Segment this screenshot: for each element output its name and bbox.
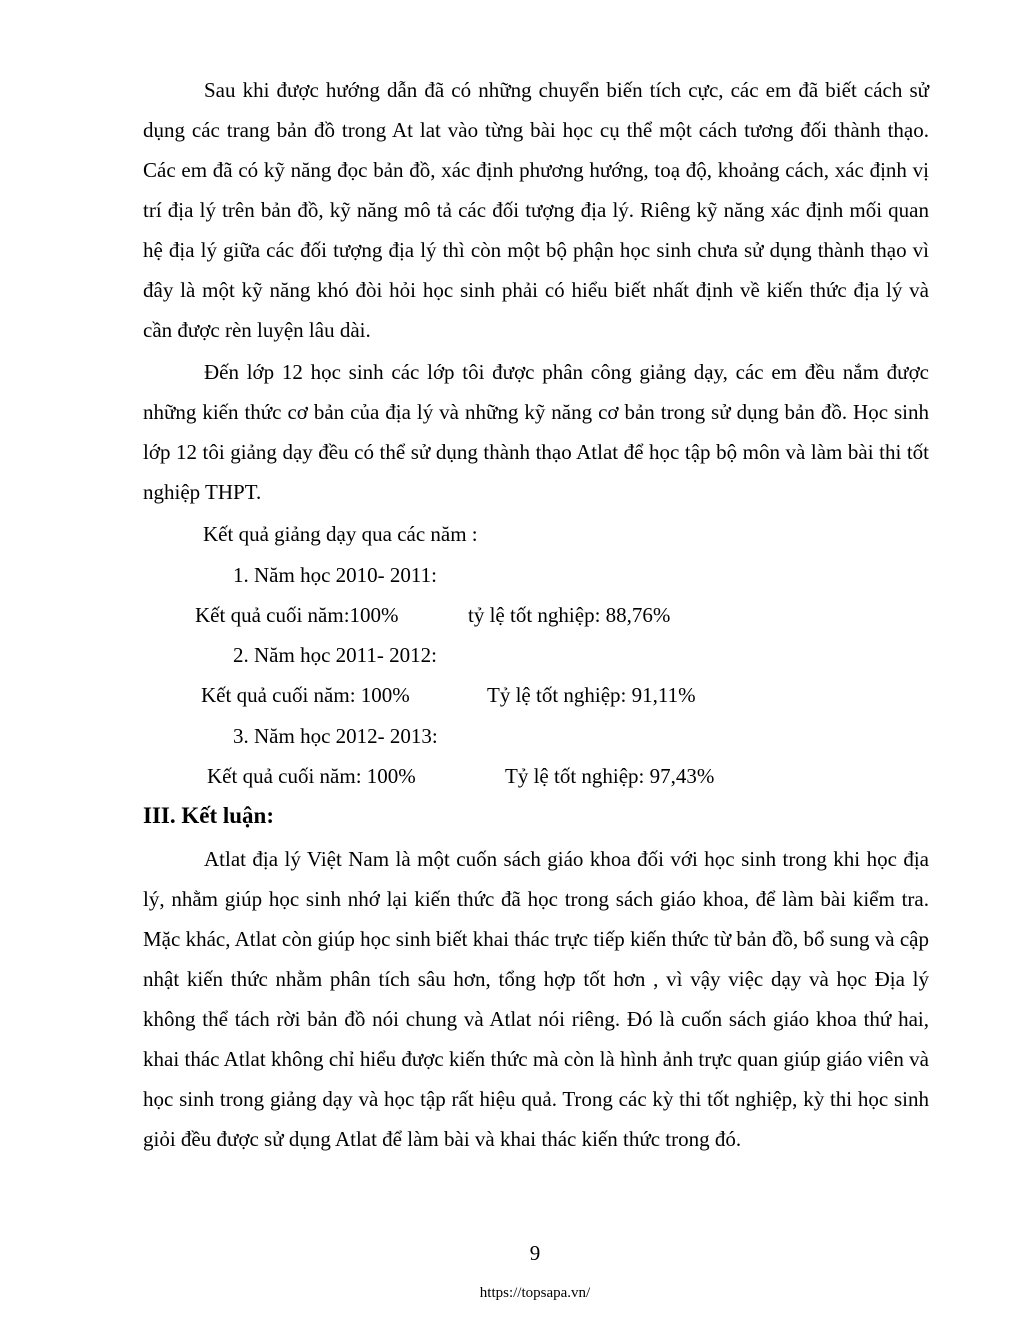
- footer-url: https://topsapa.vn/: [479, 1285, 591, 1301]
- year-1-final-result: Kết quả cuối năm:100%: [195, 603, 399, 627]
- paragraph-atlat-skills: [143, 70, 929, 350]
- paragraph-grade-12: [143, 352, 929, 512]
- page-number: 9: [529, 1241, 541, 1265]
- paragraph-text: Đến lớp 12 học sinh các lớp tôi được phân công giảng dạy, các em đều nắm được những kiến thức cơ bản của địa lý và những kỹ năng cơ bản trong sử dụng bản đồ. Học sinh lớp 12 tôi giảng dạy đều có thể sử dụng thành thạo Atlat để học tập bộ môn và làm bài thi tốt nghiệp THPT.: [143, 360, 929, 504]
- year-1-label: 1. Năm học 2010- 2011:: [233, 563, 437, 587]
- year-3-graduation-rate: Tỷ lệ tốt nghiệp: 97,43%: [505, 764, 715, 788]
- results-intro: Kết quả giảng dạy qua các năm :: [203, 522, 478, 546]
- year-2-final-result: Kết quả cuối năm: 100%: [201, 683, 410, 707]
- year-1-graduation-rate: tỷ lệ tốt nghiệp: 88,76%: [468, 603, 671, 627]
- paragraph-text: Sau khi được hướng dẫn đã có những chuyển biến tích cực, các em đã biết cách sử dụng các trang bản đồ trong At lat vào từng bài học cụ thể một cách tương đối thành thạo. Các em đã có kỹ năng đọc bản đồ, xác định phương hướng, toạ độ, khoảng cách, xác định vị trí địa lý trên bản đồ, kỹ năng mô tả các đối tượng địa lý. Riêng kỹ năng xác định mối quan hệ địa lý giữa các đối tượng địa lý thì còn một bộ phận học sinh chưa sử dụng thành thạo vì đây là một kỹ năng khó đòi hỏi học sinh phải có hiểu biết nhất định về kiến thức địa lý và cần được rèn luyện lâu dài.: [143, 78, 929, 342]
- section-heading-conclusion: III. Kết luận:: [143, 803, 274, 828]
- paragraph-text: Atlat địa lý Việt Nam là một cuốn sách giáo khoa đối với học sinh trong khi học địa lý, nhằm giúp học sinh nhớ lại kiến thức đã học trong sách giáo khoa, để làm bài kiểm tra. Mặc khác, Atlat còn giúp học sinh biết khai thác trực tiếp kiến thức từ bản đồ, bổ sung và cập nhật kiến thức nhằm phân tích sâu hơn, tổng hợp tốt hơn , vì vậy việc dạy và học Địa lý không thể tách rời bản đồ nói chung và Atlat nói riêng. Đó là cuốn sách giáo khoa thứ hai, khai thác Atlat không chỉ hiểu được kiến thức mà còn là hình ảnh trực quan giúp giáo viên và học sinh trong giảng dạy và học tập rất hiệu quả. Trong các kỳ thi tốt nghiệp, kỳ thi học sinh giỏi đều được sử dụng Atlat để làm bài và khai thác kiến thức trong đó.: [143, 847, 929, 1151]
- year-2-graduation-rate: Tỷ lệ tốt nghiệp: 91,11%: [487, 683, 696, 707]
- year-3-final-result: Kết quả cuối năm: 100%: [207, 764, 416, 788]
- year-3-label: 3. Năm học 2012- 2013:: [233, 724, 438, 748]
- paragraph-conclusion: [143, 839, 929, 1159]
- year-2-label: 2. Năm học 2011- 2012:: [233, 643, 437, 667]
